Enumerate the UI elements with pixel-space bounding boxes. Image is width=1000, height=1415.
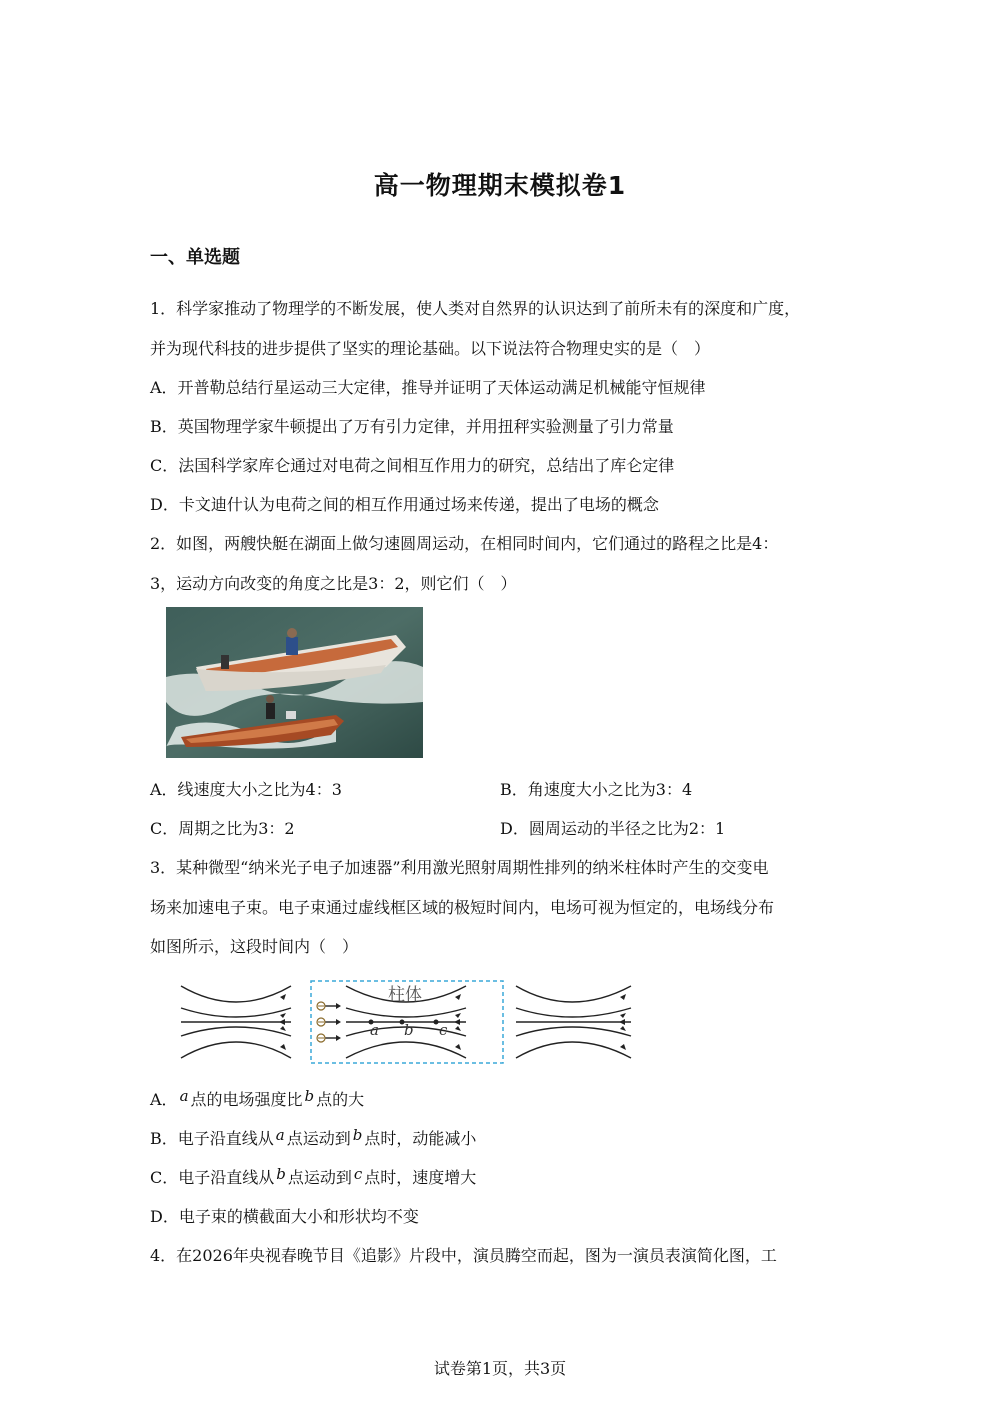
q2-option-a: A．线速度大小之比为4：3 [150,780,342,799]
q4-stem-line1: 4．在2026年央视春晚节目《追影》片段中，演员腾空而起，图为一演员表演简化图，工 [150,1246,777,1265]
point-c-label: c [439,1021,448,1039]
q1-option-d: D．卡文迪什认为电荷之间的相互作用通过场来传递，提出了电场的概念 [150,495,659,514]
q1-option-b: B．英国物理学家牛顿提出了万有引力定律，并用扭秤实验测量了引力常量 [150,417,674,436]
q1-option-a: A．开普勒总结行星运动三大定律，推导并证明了天体运动满足机械能守恒规律 [150,378,706,397]
q3-option-c: C．电子沿直线从 b 点运动到 c 点时，速度增大 [150,1165,477,1187]
page-title: 高一物理期末模拟卷1 [373,171,627,200]
q2-option-d: D．圆周运动的半径之比为2：1 [500,819,726,838]
section-heading: 一、单选题 [150,247,240,268]
page-footer: 试卷第1页，共3页 [433,1359,567,1378]
q3-option-a: A． a 点的电场强度比 b 点的大 [150,1087,365,1109]
q1-option-c: C．法国科学家库仑通过对电荷之间相互作用力的研究，总结出了库仑定律 [150,456,675,475]
q3-stem-line3: 如图所示，这段时间内（ ） [150,937,359,956]
q1-stem-line1: 1．科学家推动了物理学的不断发展，使人类对自然界的认识达到了前所未有的深度和广度， [150,299,801,318]
q3-stem-line2: 场来加速电子束。电子束通过虚线框区域的极短时间内，电场可视为恒定的，电场线分布 [150,898,775,917]
electric-field-diagram [176,978,638,1066]
q2-option-c: C．周期之比为3：2 [150,819,295,838]
q3-option-b: B．电子沿直线从 a 点运动到 b 点时，动能减小 [150,1126,477,1148]
q3-stem-line1: 3．某种微型“纳米光子电子加速器”利用激光照射周期性排列的纳米柱体时产生的交变电 [150,858,769,877]
q1-stem-line2: 并为现代科技的进步提供了坚实的理论基础。以下说法符合物理史实的是（ ） [150,339,711,358]
q3-option-d: D．电子束的横截面大小和形状均不变 [150,1207,419,1226]
point-a-label: a [370,1021,379,1039]
speedboats-photo [166,607,423,758]
pillar-label: 柱体 [388,985,422,1005]
q2-stem-line2: 3，运动方向改变的角度之比是3：2，则它们（ ） [150,574,517,593]
point-b-label: b [404,1021,414,1039]
q2-option-b: B．角速度大小之比为3：4 [500,780,693,799]
q2-stem-line1: 2．如图，两艘快艇在湖面上做匀速圆周运动，在相同时间内，它们通过的路程之比是4： [150,534,779,553]
